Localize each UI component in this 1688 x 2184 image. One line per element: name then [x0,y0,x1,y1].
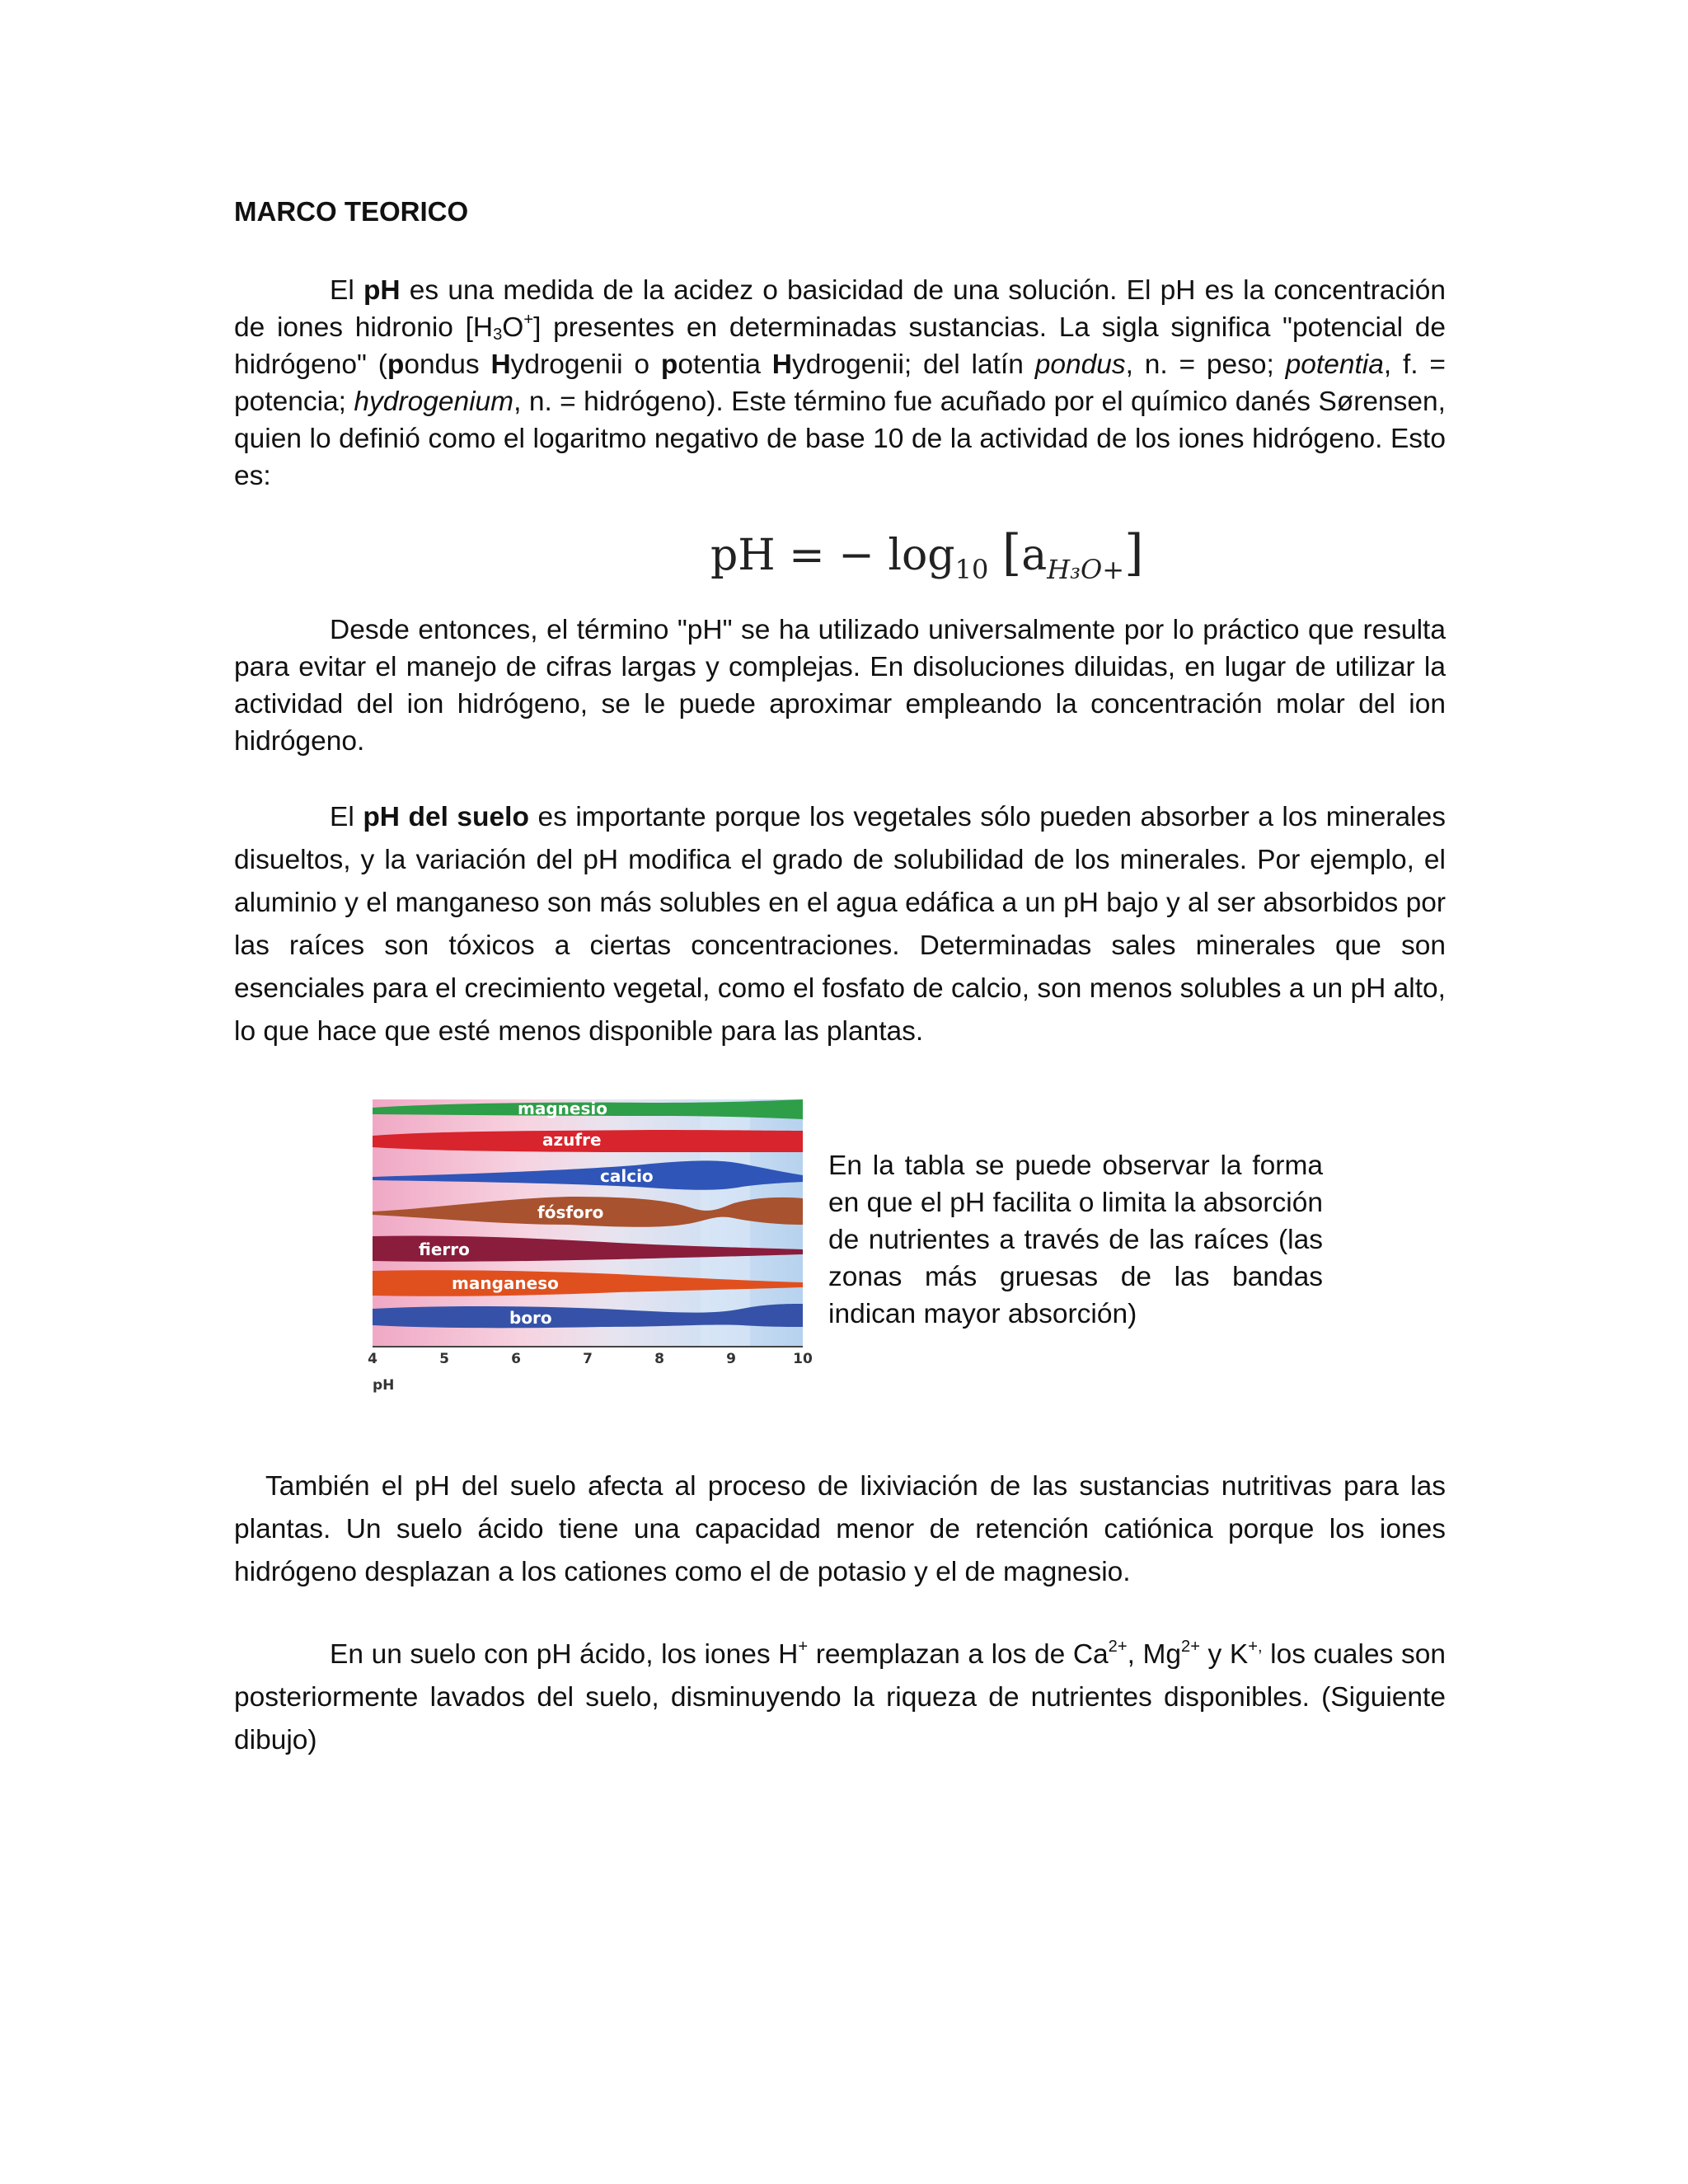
formula-species: H₃O+ [1047,554,1125,586]
bold-letter: p [387,349,405,380]
band-label-fosforo: fósforo [537,1202,604,1222]
text-run: , Mg [1127,1639,1182,1670]
ph-tick: 7 [583,1351,593,1367]
paragraph-acid-soil [234,1633,1446,1762]
formula-lhs: pH [710,531,776,580]
text-run: otentia [678,349,772,380]
superscript: +, [1248,1637,1263,1656]
text-run: es una medida de la acidez o basicidad de una solución. El pH es la concentración de iones hidronio [H [234,275,1446,343]
ph-tick: 9 [726,1351,736,1367]
formula-activity: a [1021,531,1048,580]
italic-term: potentia [1285,349,1384,380]
text-run: O [502,312,524,343]
section-heading: MARCO TEORICO [234,196,469,227]
bold-term: pH del suelo [363,802,529,832]
text-run: los cuales son posteriormente lavados del suelo, disminuyendo la riqueza de nutrientes disponibles. (Siguiente dibujo) [234,1639,1446,1755]
text-run: , n. = hidrógeno). Este término fue acuñado por el químico danés Sørensen, quien lo definió como el logaritmo negativo de base 10 de la actividad de los iones hidrógeno. Esto es: [234,387,1446,491]
nutrient-availability-chart [354,1088,824,1401]
bold-letter: H [490,349,511,380]
text-run: El [330,275,363,306]
bold-term: pH [363,275,401,306]
italic-term: pondus [1034,349,1126,380]
band-label-azufre: azufre [542,1130,602,1150]
bold-letter: p [660,349,678,380]
figure-caption: En la tabla se puede observar la forma en que el pH facilita o limita la absorción de nutrientes a través de las raíces (las zonas más gruesas de las bandas indican mayor absorción) [828,1151,1323,1329]
italic-term: hydrogenium [354,387,514,417]
bold-letter: H [771,349,792,380]
formula-bracket-close: ] [1124,524,1144,582]
paragraph-ph-definition [234,272,1446,494]
band-label-boro: boro [509,1308,552,1328]
text-run: y K [1199,1639,1249,1670]
band-label-calcio: calcio [600,1166,654,1186]
text-run: es importante porque los vegetales sólo pueden absorber a los minerales disueltos, y la variación del pH modifica el grado de solubilidad de los minerales. Por ejemplo, el aluminio y el manganeso son más solubles en el agua edáfica a un pH bajo y al ser absorbidos por las raíces son tóxicos a ciertas concentraciones. Determinadas sales minerales que son esenciales para el crecimiento vegetal, como el fosfato de calcio, son menos solubles a un pH alto, lo que hace que esté menos disponible para las plantas. [234,802,1446,1047]
text-run: ydrogenii o [510,349,661,380]
ph-tick: 10 [793,1351,813,1367]
band-label-magnesio: magnesio [518,1099,607,1118]
superscript: + [798,1637,809,1656]
superscript: 2+ [1108,1637,1128,1656]
text-run: ondus [404,349,491,380]
ph-tick: 8 [654,1351,664,1367]
ph-tick: 6 [511,1351,521,1367]
formula-bracket-open: [ [1001,524,1022,582]
formula-log-base: 10 [954,554,989,586]
subscript: 3 [493,326,503,344]
text-run: ] presentes en determinadas sustancias. La sigla significa "potencial de hidrógeno" ( [234,312,1446,380]
ph-tick: 4 [368,1351,377,1367]
ph-formula [710,524,1143,585]
superscript: + [523,310,534,329]
text-run: , n. = peso; [1125,349,1286,380]
paragraph-ph-usage: Desde entonces, el término "pH" se ha utilizado universalmente por lo práctico que resulta para evitar el manejo de cifras largas y complejas. En disoluciones diluidas, en lugar de utilizar la actividad del ion hidrógeno, se le puede aproximar empleando la concentración molar del ion hidrógeno. [234,615,1446,757]
band-label-fierro: fierro [419,1240,470,1259]
text-run: , f. = potencia; [234,349,1446,417]
paragraph-soil-ph [234,796,1446,1053]
superscript: 2+ [1181,1637,1200,1656]
ph-tick: 5 [439,1351,449,1367]
text-run: ydrogenii; del latín [791,349,1035,380]
paragraph-leaching: También el pH del suelo afecta al proceso de lixiviación de las sustancias nutritivas para las plantas. Un suelo ácido tiene una capacidad menor de retención catiónica porque los iones hidrógeno desplazan a los cationes como el de potasio y el de magnesio. [234,1471,1446,1587]
band-label-manganeso: manganeso [452,1273,559,1293]
formula-operator: = − log [775,531,955,580]
text-run: reemplazan a los de Ca [808,1639,1109,1670]
text-run: El [330,802,363,832]
ph-axis-label: pH [373,1377,395,1394]
text-run: En un suelo con pH ácido, los iones H [330,1639,799,1670]
